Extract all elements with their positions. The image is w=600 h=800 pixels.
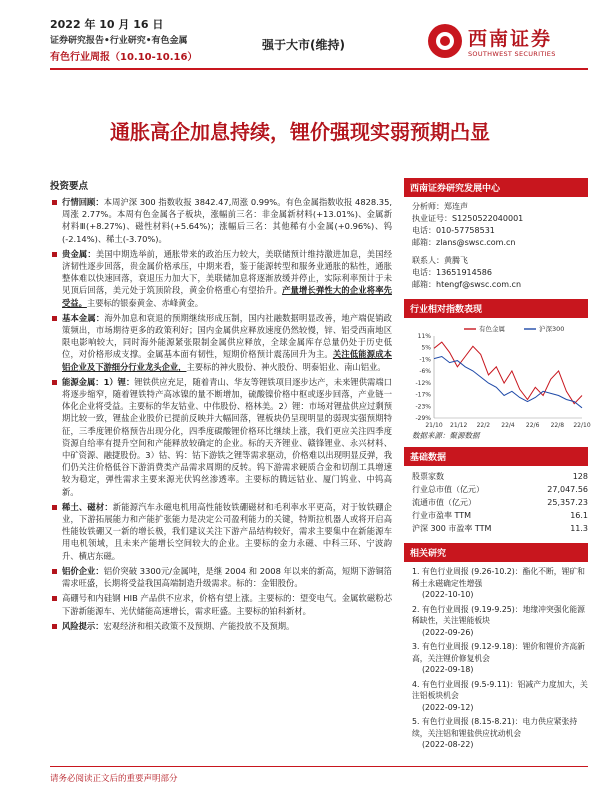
bullet-item	[50, 376, 392, 498]
bullet-item	[50, 501, 392, 562]
bullet-body: 海外加息和衰退的预期继续形成压制，国内社融数据明显改善，地产端促销政策频出，市场期待更多的政策利好；国内金属供应释放速度仍然较慢，锌、铝受西南地区限电影响较大，同时海外能源紧张限制金属供应释放，全球金属库存总量仍处于历史低位，对价格形成支撑。金属基本面有韧性，短期价格预计震荡回升为主。	[62, 312, 392, 360]
bullet-body: 宏观经济和相关政策不及预期、产能投放不及预期。	[103, 620, 295, 631]
analyst-info	[404, 201, 588, 249]
related-date: (2022-09-26)	[422, 627, 474, 637]
bullet-title: 能源金属：1）锂：	[62, 376, 135, 387]
bullet-title: 铝价企业：	[62, 565, 104, 576]
analyst-value: 010-57758531	[436, 226, 495, 235]
analyst-label: 邮箱：	[412, 238, 436, 247]
analyst-label: 电话：	[412, 268, 436, 277]
bullet-item	[50, 620, 392, 632]
row-value: 25,357.23	[547, 498, 588, 507]
chart-source: 数据来源：聚源数据	[412, 431, 480, 440]
sidebar	[404, 178, 591, 754]
report-category: 证券研究报告•行业研究•有色金属	[50, 36, 188, 46]
analyst-value: 黄腾飞	[444, 256, 468, 265]
x-tick-label: 22/2	[476, 422, 491, 429]
row-label: 行业总市值（亿元）	[412, 485, 484, 494]
bullet-title: 基本金属：	[62, 312, 105, 323]
company-logo	[428, 20, 588, 72]
legend-label: 有色金属	[479, 325, 505, 333]
basic-data-table	[412, 470, 588, 535]
industry-rating: 强于大市(维持)	[262, 38, 345, 52]
x-tick-label: 22/4	[501, 422, 515, 429]
bullet-item	[50, 196, 392, 245]
report-title: 通胀高企加息持续，锂价强现实弱预期凸显	[110, 120, 490, 144]
table-row	[412, 470, 588, 483]
related-date: (2022-10-10)	[422, 590, 474, 599]
x-tick-label: 22/8	[550, 422, 565, 429]
bullet-highlight: 产量增长弹性大的企业将率先受益。	[62, 285, 392, 308]
analyst-value: htengf@swsc.com.cn	[436, 280, 522, 289]
bullet-body: 锂铁供应充足，随着青山、华友等锂铁项目逐步达产，未来锂供需端口将逐步缩窄，随着锂铁特产高冰镍的量不断增加，硫酸镍价格中枢或逐步回落，产业链一体化企业将受益。主要标的华友钴业、中伟股份、格林美。2）锂：市场对锂盐供应过剩预期比较一致，锂盐企业股价已提前反映并大幅回落，锂板块仍呈现明显的弱现实强预期特征，三季度锂价格预告出现分化，四季度碳酸锂价格环比继续上涨，我们更应关注四季度资源自给率有提升空间和产能释放较确定的企业。标的天齐锂业、赣锋锂业、永兴材料、中矿资源、融捷股份。3）钴、钨：钴下游铁之锂等需求驱动，价格难以出现明显反弹，我们仍关注价格低谷下游消费类产品需求周期的反转。钨下游需求硬质合金和切削工具增速较为稳定，弹性需求主要来源光伏钨丝渗透率。主要标的腾远钴业、厦门钨业、中钨高新。	[62, 376, 392, 497]
analyst-label: 电话：	[412, 226, 436, 235]
analyst-label: 执业证号：	[412, 214, 452, 223]
bullet-tail: 主要标的神火股份、神火股份、明泰铝业、南山铝业。	[186, 361, 386, 372]
x-tick-label: 22/6	[525, 422, 540, 429]
analyst-label: 邮箱：	[412, 280, 436, 289]
analyst-value: 郑连声	[444, 202, 468, 211]
bullet-body: 美国中期选举前，通胀带来的政治压力较大，美联储预计维持激进加息，美国经济韧性逐步回落，贵金属价格承压，中期来看，鉴于能源转型和服务业通胀的粘性，通胀整体难以快速回落，衰退压力加大下，美联储加息将逐渐放缓并停止，实际利率预计于未见顶后回落，美元处于筑顶阶段，黄金价格重心有望抬升。	[62, 248, 392, 296]
disclaimer-note: 请务必阅读正文后的重要声明部分	[50, 774, 178, 784]
related-item[interactable]	[404, 604, 588, 639]
investment-points	[50, 178, 392, 635]
related-item[interactable]	[404, 566, 588, 601]
bullet-body: 新能源汽车永磁电机用高性能钕铁硼磁材和毛利率水平更高，对于钕铁硼企业，下游拓展能力和产能扩张能力是决定公司盈利能力的关键，特斯拉机器人或将开启高性能钕铁硼又一新的增长极，我们建议关注下游产品结构较好，需求主要集中在新能源车用电机领域，且未来产能增长空间较大的企业。主要标的金力永磁、中科三环、宁波韵升、横店东磁。	[62, 501, 392, 561]
x-tick-label: 22/10	[573, 422, 591, 429]
bullet-title: 行情回顾：	[62, 197, 104, 207]
analyst-row	[404, 201, 588, 213]
related-item[interactable]	[404, 679, 588, 714]
report-name: 有色行业周报（10.10-10.16）	[50, 52, 198, 63]
related-date: (2022-08-22)	[422, 740, 474, 749]
y-tick-label: -23%	[415, 403, 431, 411]
bullet-item	[50, 248, 392, 309]
analyst-value: 13651914586	[436, 268, 492, 277]
row-label: 股票家数	[412, 472, 444, 481]
legend-label: 沪深300	[539, 325, 565, 333]
y-tick-label: -12%	[415, 379, 431, 387]
research-center-bar: 西南证券研究发展中心	[404, 178, 588, 197]
analyst-row	[404, 237, 588, 249]
analyst-row	[404, 213, 588, 225]
relative-index-chart	[404, 322, 591, 430]
logo-name-cn: 西南证券	[468, 28, 553, 50]
related-research-list	[404, 566, 588, 751]
analyst-value: zlans@swsc.com.cn	[436, 238, 516, 247]
analyst-row	[404, 255, 588, 267]
logo-name-en: SOUTHWEST SECURITIES	[468, 50, 556, 58]
related-item[interactable]	[404, 641, 588, 676]
table-row	[412, 522, 588, 535]
bullet-tail: 主要标的银泰黄金、赤峰黄金。	[86, 297, 204, 308]
bullet-title: 风险提示：	[62, 620, 104, 631]
header-divider	[50, 68, 588, 70]
report-date: 2022 年 10 月 16 日	[50, 18, 164, 31]
analyst-row	[404, 225, 588, 237]
y-tick-label: 11%	[417, 333, 431, 340]
related-title[interactable]: 4. 有色行业周报 (9.5-9.11)：铝减产力度加大，关注铝板块机会	[412, 679, 588, 700]
analyst-row	[404, 267, 588, 279]
related-title[interactable]: 1. 有色行业周报 (9.26-10.2)：酯化不断，锂矿和稀土永磁确定性增强	[412, 567, 585, 588]
bullet-body: 高硼号和内硅钢 HIB 产品供不应求，价格有望上涨。主要标的：望变电气。金属软磁粉芯下游新能源车、光伏储能高速增长，需求旺盛。主要标的铂科新材。	[62, 593, 392, 616]
table-row	[412, 509, 588, 522]
bullet-body: 本周沪深 300 指数收报 3842.47,周涨 0.99%。有色金属指数收报 4828.35,周涨 2.77%。本周有色金属各子板块，涨幅前三名：非金属新材料(+13.01%)、金属新材料Ⅲ(+8.27%)、磁性材料(+5.64%)；涨幅后三名：其他稀有小金属(+0.96%)、钨(-2.14%)、稀土(-3.70%)。	[62, 197, 392, 244]
y-tick-label: -17%	[415, 391, 431, 399]
table-row	[412, 483, 588, 496]
related-title[interactable]: 5. 有色行业周报 (8.15-8.21)：电力供应紧张持续，关注铝和锂盐供应扰动机会	[412, 717, 578, 738]
row-value: 128	[572, 472, 588, 481]
footer-divider	[50, 766, 588, 767]
row-value: 11.3	[570, 524, 588, 533]
row-label: 行业市盈率 TTM	[412, 511, 472, 520]
x-tick-label: 21/10	[425, 422, 443, 429]
bullet-item	[50, 565, 392, 589]
logo-icon	[428, 24, 462, 58]
analyst-row	[404, 279, 588, 291]
y-tick-label: -29%	[415, 415, 431, 422]
related-item[interactable]	[404, 716, 588, 751]
chart-svg	[404, 322, 591, 430]
table-row	[412, 496, 588, 509]
related-date: (2022-09-18)	[422, 665, 474, 674]
row-label: 流通市值（亿元）	[412, 498, 476, 507]
analyst-label: 分析师：	[412, 202, 444, 211]
bullet-title: 稀土、磁材：	[62, 501, 113, 512]
related-title[interactable]: 2. 有色行业周报 (9.19-9.25)：地缘冲突强化能源稀缺性，关注锂能板块	[412, 604, 585, 625]
series-line-0	[434, 342, 582, 404]
bullet-title: 贵金属：	[62, 248, 96, 259]
section-title: 投资要点	[50, 181, 89, 192]
chart-title-bar: 行业相对指数表现	[404, 299, 588, 318]
row-value: 27,047.56	[547, 485, 588, 494]
basic-data-bar: 基础数据	[404, 447, 588, 466]
bullet-item	[50, 592, 392, 616]
analyst-label: 联系人：	[412, 256, 444, 265]
x-tick-label: 21/12	[450, 422, 468, 429]
y-tick-label: -6%	[419, 368, 431, 376]
related-title[interactable]: 3. 有色行业周报 (9.12-9.18)：锂价和锂价齐高新高，关注锂价修复机会	[412, 642, 585, 663]
bullet-highlight: 关注低能源成本铝企业及下游细分行业龙头企业，	[62, 349, 392, 372]
bullet-item	[50, 312, 392, 373]
related-date: (2022-09-12)	[422, 702, 474, 712]
analyst-value: S1250522040001	[452, 214, 524, 223]
y-tick-label: -1%	[419, 356, 431, 364]
contact-info	[404, 255, 588, 291]
row-value: 16.1	[570, 511, 588, 520]
row-label: 沪深 300 市盈率 TTM	[412, 524, 492, 533]
bullet-body: 铝价突破 3300元/金属吨，是继 2004 和 2008 年以来的新高，短期下游铜箔需求旺盛，长期将受益我国高端制造升级需求。标的：金钼股份。	[62, 565, 392, 589]
y-tick-label: 5%	[421, 344, 431, 352]
related-research-bar: 相关研究	[404, 543, 588, 562]
